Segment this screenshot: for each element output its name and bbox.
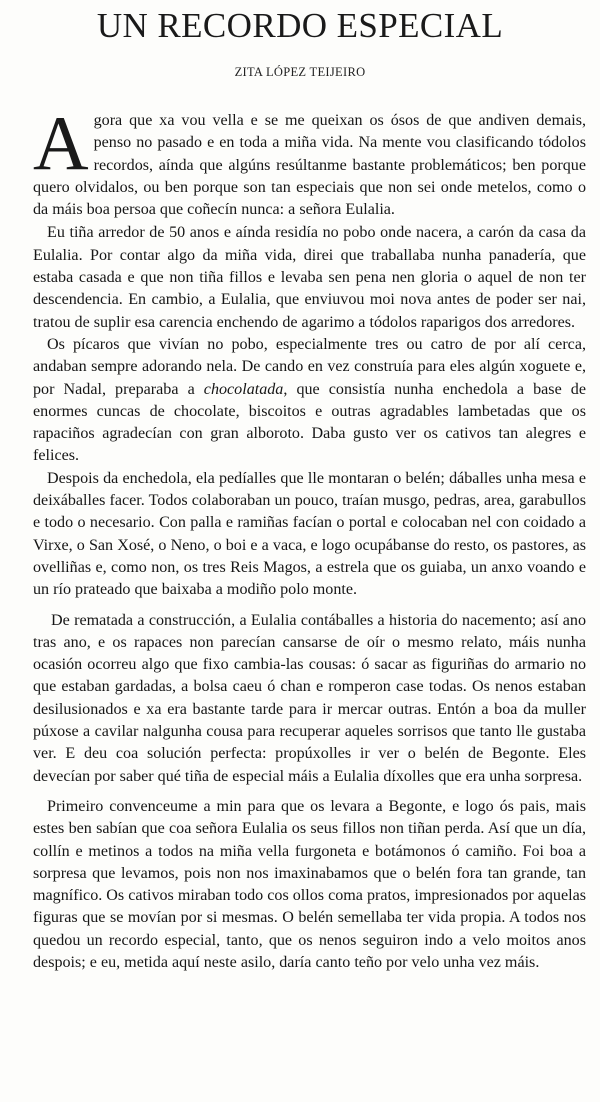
paragraph-4: Despois da enchedola, ela pedíalles que lle montaran o belén; dáballes unha mesa e deixáballes facer. Todos colaboraban un pouco, traían musgo, pedras, area, garabullos e todo o necesario. Con palla e ramiñas facían o portal e colocaban nel con coidado a Virxe, o San Xosé, o Neno, o boi e a vaca, e logo ocupábanse do resto, os pastores, as ovelliñas e, como non, os tres Reis Magos, a estrela que os guiaba, un anxo voando e un río prateado que baixaba a modiño polo monte.: [33, 469, 586, 599]
paragraph-1: [33, 100, 586, 221]
paragraph-3-text-a: Os pícaros que vivían no pobo, especialmente tres ou catro de por alí cerca, andaban sempre adorando nela. De cando en vez construía para eles algún xoguete e, por Nadal, preparaba a: [33, 335, 586, 398]
article-title: UN RECORDO ESPECIAL: [96, 6, 504, 45]
article-body: [33, 100, 586, 974]
paragraph-5: De rematada a construcción, a Eulalia contáballes a historia do nacemento; así ano tras ano, e os rapaces non parecían cansarse de oír o mesmo relato, máis nunha ocasión ocorreu algo que fixo cambia-las cousas: ó sacar as figuriñas do armario no que estaban gardadas, a bolsa caeu ó chan e romperon case todas. Os nenos estaban desilusionados e xa era bastante tarde para ir mercar outras. Entón a boa da muller púxose a cavilar nalgunha cousa para recuperar aqueles sorrisos que tanto lle gustaba ver. E deu coa solución perfecta: propúxolles ir ver o belén de Begonte. Eles devecían por saber qué tiña de especial máis a Eulalia díxolles que era unha sorpresa.: [33, 611, 586, 785]
drop-cap: A: [33, 100, 89, 186]
article-author: ZITA LÓPEZ TEIJEIRO: [234, 65, 366, 79]
paragraph-3-emphasis: chocolatada: [203, 380, 284, 398]
paragraph-6: Primeiro convenceume a min para que os levara a Begonte, e logo ós pais, mais estes ben sabían que coa señora Eulalia os seus fillos non tiñan perda. Así que un día, collín e metinos a todos na miña vella furgoneta e botámonos ó camiño. Foi boa a sorpresa que levamos, pois non nos imaxinabamos que o belén fora tan grande, tan magnífico. Os cativos miraban todo cos ollos coma pratos, impresionados por aquelas figuras que se movían por si mesmas. O belén semellaba ter vida propia. A todos nos quedou un recordo especial, tanto, que os nenos seguiron indo a velo moitos anos despois; e eu, metida aquí neste asilo, daría canto teño por velo unha vez máis.: [33, 797, 586, 971]
paragraph-2: Eu tiña arredor de 50 anos e aínda residía no pobo onde nacera, a carón da casa da Eulalia. Por contar algo da miña vida, direi que traballaba nunha panadería, que estaba casada e que non tiña fillos e levaba sen pena nen gloria o aquel de non ter descendencia. En cambio, a Eulalia, que enviuvou moi nova antes de poder ser nai, tratou de suplir esa carencia enchendo de agarimo a tódolos raparigos dos arredores.: [33, 224, 586, 331]
paragraph-3-text-b: , que consistía nunha enchedola a base de enormes cuncas de chocolate, biscoitos e outras agradables lambetadas que os rapaciños agradecían con gran alboroto. Daba gusto ver os cativos tan alegres e felices.: [33, 380, 586, 465]
paragraph-1-text: gora que xa vou vella e se me queixan os ósos de que andiven demais, penso no pasado e en toda a miña vida. Na mente vou clasificando tódolos recordos, aínda que algúns resúltanme bastante problemáticos; ben porque quero olvidalos, ou ben porque son tan especiais que non sei onde metelos, como o da máis boa persoa que coñecín nunca: a señora Eulalia.: [33, 112, 586, 219]
paragraph-3: [33, 334, 586, 468]
